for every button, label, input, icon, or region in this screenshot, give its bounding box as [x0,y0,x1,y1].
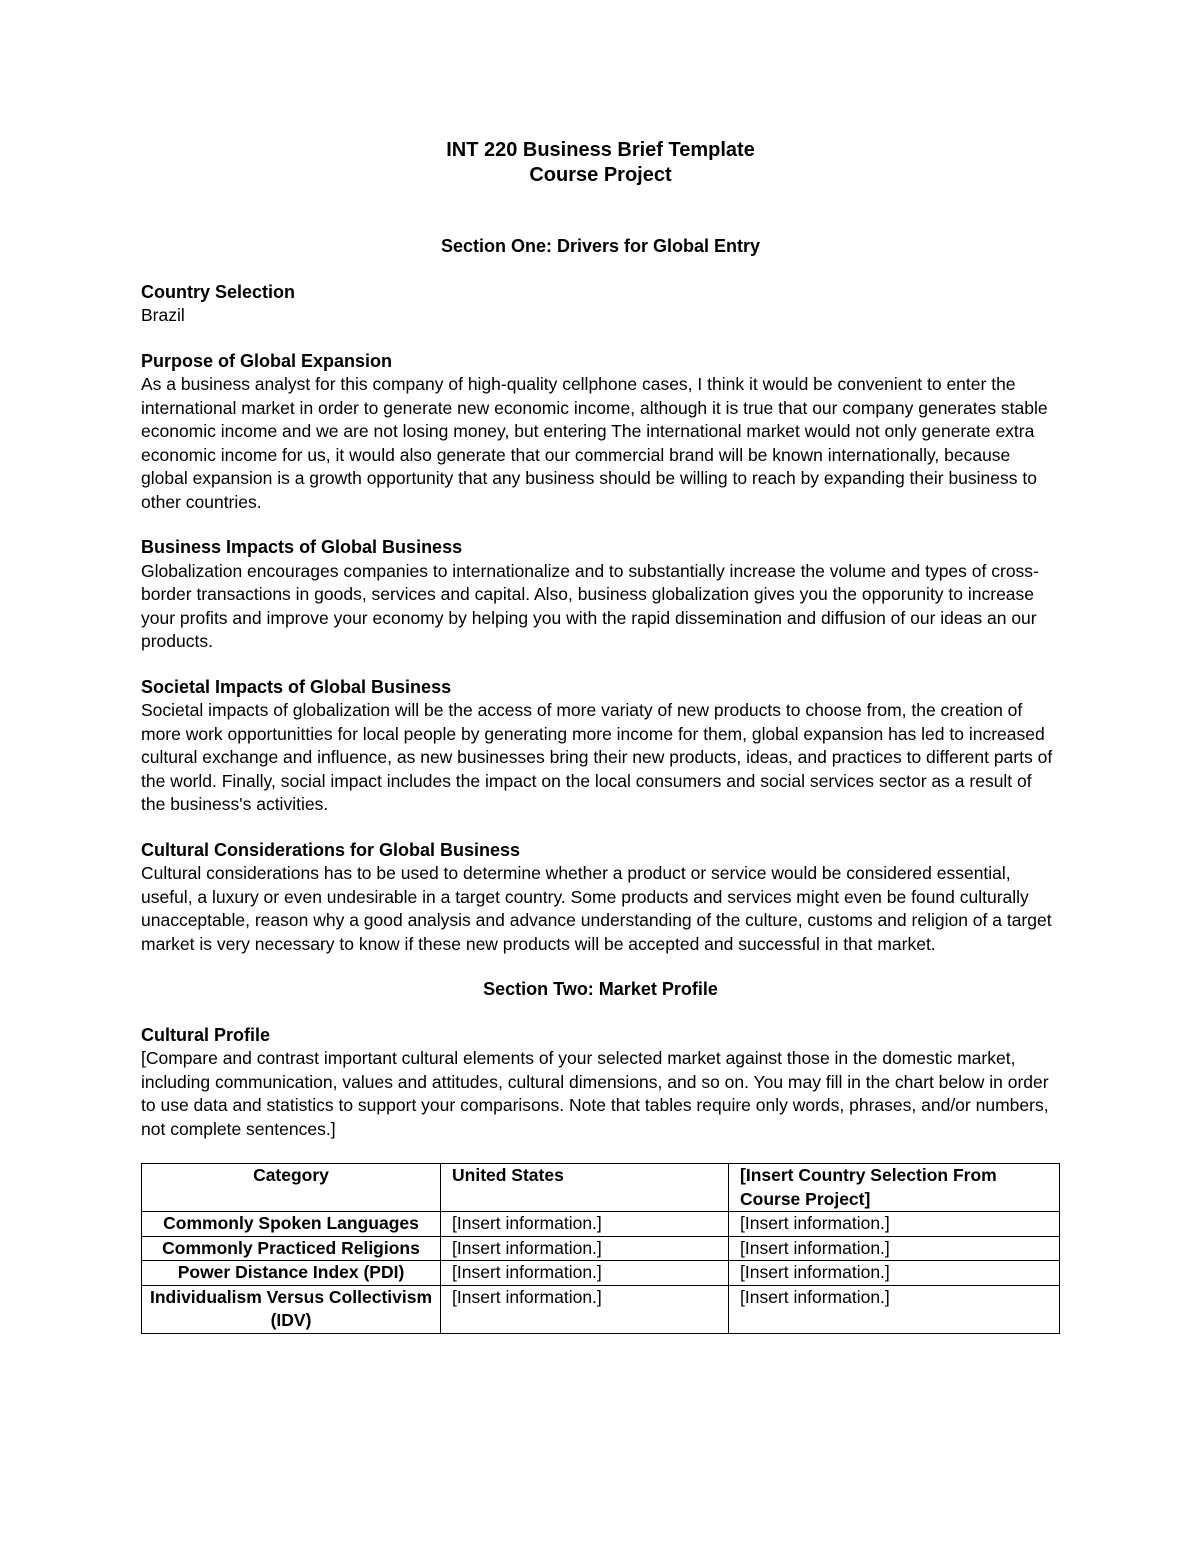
document-subtitle: Course Project [529,164,672,186]
table-cell: Power Distance Index (PDI) [142,1261,441,1286]
business-impacts-heading: Business Impacts of Global Business [141,537,463,557]
table-row [142,1236,1060,1261]
table-cell: [Insert information.] [729,1285,1060,1333]
table-cell: [Insert information.] [441,1236,729,1261]
table-cell: Commonly Practiced Religions [142,1236,441,1261]
table-header-cell: [Insert Country Selection From Course Project] [729,1164,1060,1212]
section-one-title: Section One: Drivers for Global Entry [440,236,761,256]
table-header-row [142,1164,1060,1212]
purpose-heading: Purpose of Global Expansion [141,350,393,371]
country-selection-text: Brazil [141,305,185,325]
societal-impacts-text: Societal impacts of globalization will be the access of more variaty of new products to choose from, the creation of more work opportunitties for local people by generating more income for them, global expansion has led to increased cultural exchange and influence, as new businesses bring their new products, ideas, and practices to different parts of the world. Finally, social impact includes the impact on the local consumers and social services sector as a result of the business's activities. [141,700,1053,814]
table-header-cell: United States [441,1164,729,1212]
table-row [142,1285,1060,1333]
document-title: INT 220 Business Brief Template [446,139,755,161]
table-row [142,1212,1060,1237]
purpose-text: As a business analyst for this company of high-quality cellphone cases, I think it would be convenient to enter the international market in order to generate new economic income, although it is true that our company generates stable economic income and we are not losing money, but entering The international market would not only generate extra economic income for us, it would also generate that our commercial brand will be known internationally, because global expansion is a growth opportunity that any business should be willing to reach by expanding their business to other countries. [141,374,1048,512]
table-cell: [Insert information.] [441,1285,729,1333]
table-cell: [Insert information.] [729,1212,1060,1237]
cultural-considerations-text: Cultural considerations has to be used to determine whether a product or service would be considered essential, useful, a luxury or even undesirable in a target country. Some products and services might even be found culturally unacceptable, reason why a good analysis and advance understanding of the culture, customs and religion of a target market is very necessary to know if these new products will be accepted and successful in that market. [141,863,1052,954]
societal-impacts-heading: Societal Impacts of Global Business [141,676,452,697]
cultural-considerations-heading: Cultural Considerations for Global Business [141,839,521,860]
table-row [142,1261,1060,1286]
table-cell: [Insert information.] [441,1261,729,1286]
table-cell: [Insert information.] [729,1236,1060,1261]
table-cell: [Insert information.] [441,1212,729,1237]
table-cell: [Insert information.] [729,1261,1060,1286]
table-cell: Individualism Versus Collectivism (IDV) [142,1285,441,1333]
table-cell: Commonly Spoken Languages [142,1212,441,1237]
country-selection-heading: Country Selection [141,281,296,302]
cultural-profile-text: [Compare and contrast important cultural elements of your selected market against those in the domestic market, including communication, values and attitudes, cultural dimensions, and so on. You may fill in the chart below in order to use data and statistics to support your comparisons. Note that tables require only words, phrases, and/or numbers, not complete sentences.] [141,1048,1049,1139]
cultural-profile-heading: Cultural Profile [141,1024,271,1045]
business-impacts-text: Globalization encourages companies to internationalize and to substantially increase the volume and types of cross- border transactions in goods, services and capital. Also, business globalization gives you the opporunity to increase your profits and improve your economy by helping you with the rapid dissemination and diffusion of our ideas an our products. [141,560,1039,651]
cultural-profile-table [141,1163,1060,1334]
table-header-cell: Category [142,1164,441,1212]
section-two-title: Section Two: Market Profile [483,979,718,999]
